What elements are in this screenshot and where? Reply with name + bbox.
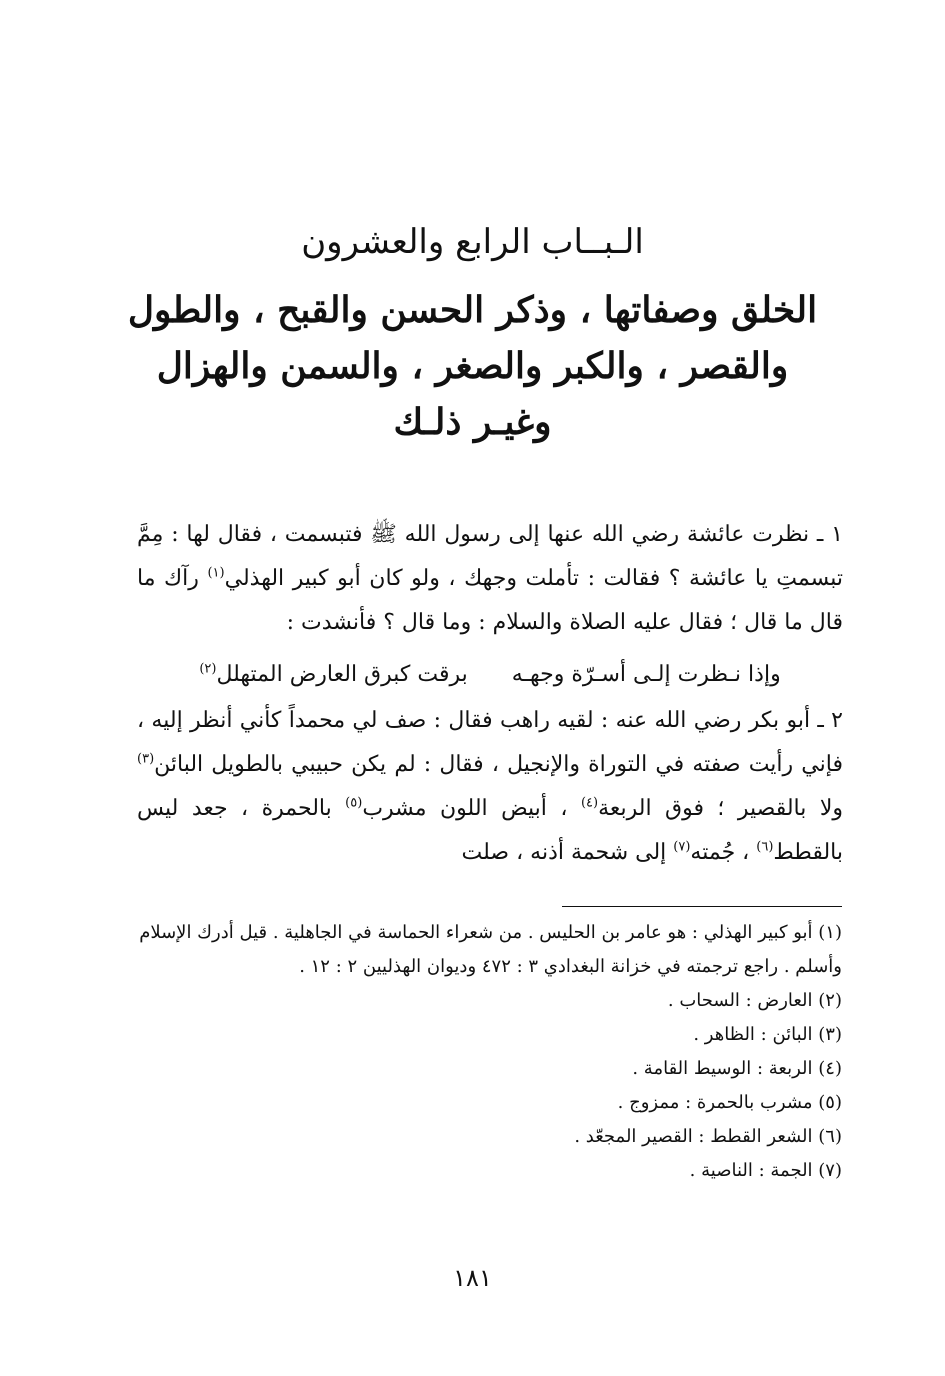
- paragraph-text: ١ ـ نظرت عائشة رضي الله عنها إلى رسول الله ﷺ فتبسمت ، فقال لها : مِمَّ تبسمتِ يا عائشة ؟ فقالت : تأملت وجهك ، ولو كان أبو كبير الهذلي: [137, 522, 844, 591]
- paragraph-text: بالحمرة ، جعد ليس بالقطط: [137, 796, 843, 865]
- poem-verse: [137, 653, 843, 697]
- footnote-ref-6: (٦): [756, 839, 774, 855]
- footnote-2: (٢) العارض : السحاب .: [667, 990, 842, 1011]
- footnote-ref-5: (٥): [345, 795, 363, 811]
- footnote-1: (١) أبو كبير الهذلي : هو عامر بن الحليس . من شعراء الحماسة في الجاهلية . قيل أدرك الإسلام وأسلم . راجع ترجمته في خزانة البغدادي ٣ : ٤٧٢ وديوان الهذليين ٢ : ١٢ .: [139, 922, 842, 977]
- footnote-ref-2: (٢): [199, 661, 217, 677]
- footnote-5: (٥) مشرب بالحمرة : ممزوج .: [617, 1092, 842, 1113]
- footnote-3: (٣) البائن : الظاهر .: [693, 1024, 842, 1045]
- footnotes: [130, 916, 842, 1188]
- paragraph-text: رآك ما قال ما قال ؛ فقال عليه الصلاة والسلام : وما قال ؟ فأنشدت :: [137, 566, 843, 635]
- paragraph-text: ولا بالقصير ؛ فوق الربعة: [598, 796, 843, 821]
- main-text: [137, 513, 843, 875]
- title-line: وغيـر ذلـك: [393, 401, 552, 443]
- footnote-6: (٦) الشعر القطط : القصير المجعّد .: [574, 1126, 842, 1147]
- footnote-ref-1: (١): [207, 565, 225, 581]
- paragraph-text: ٢ ـ أبو بكر رضي الله عنه : لقيه راهب فقال : صف لي محمداً كأني أنظر إليه ، فإني رأيت صفته في التوراة والإنجيل ، فقال : لم يكن حبيبي بالطويل البائن: [137, 708, 843, 777]
- page-number: ١٨١: [453, 1264, 492, 1292]
- footnote-ref-4: (٤): [580, 795, 599, 811]
- footnote-4: (٤) الربعة : الوسيط القامة .: [632, 1058, 842, 1079]
- paragraph-1: [137, 513, 843, 645]
- chapter-title: [120, 282, 825, 450]
- footnote-separator: [562, 906, 842, 907]
- paragraph-2: [137, 699, 843, 875]
- chapter-heading: الـبــاب الرابع والعشرون: [301, 222, 644, 262]
- paragraph-text: إلى شحمة أذنه ، صلت: [461, 840, 674, 865]
- paragraph-text: ، أبيض اللون مشرب: [362, 796, 581, 821]
- footnote-7: (٧) الجمة : الناصية .: [689, 1160, 842, 1181]
- title-line: الخلق وصفاتها ، وذكر الحسن والقبح ، والطول: [127, 289, 818, 331]
- paragraph-text: ، جُمته: [690, 840, 757, 865]
- footnote-ref-7: (٧): [673, 839, 691, 855]
- poem-hemistich-text: برقت كبرق العارض المتهلل: [216, 662, 468, 687]
- poem-hemistich-first: وإذا نـظرت إلـى أسـرّة وجهـه: [511, 662, 781, 687]
- title-line: والقصر ، والكبر والصغر ، والسمن والهزال: [156, 345, 789, 387]
- poem-hemistich-second: [199, 653, 467, 697]
- footnote-ref-3: (٣): [137, 751, 155, 767]
